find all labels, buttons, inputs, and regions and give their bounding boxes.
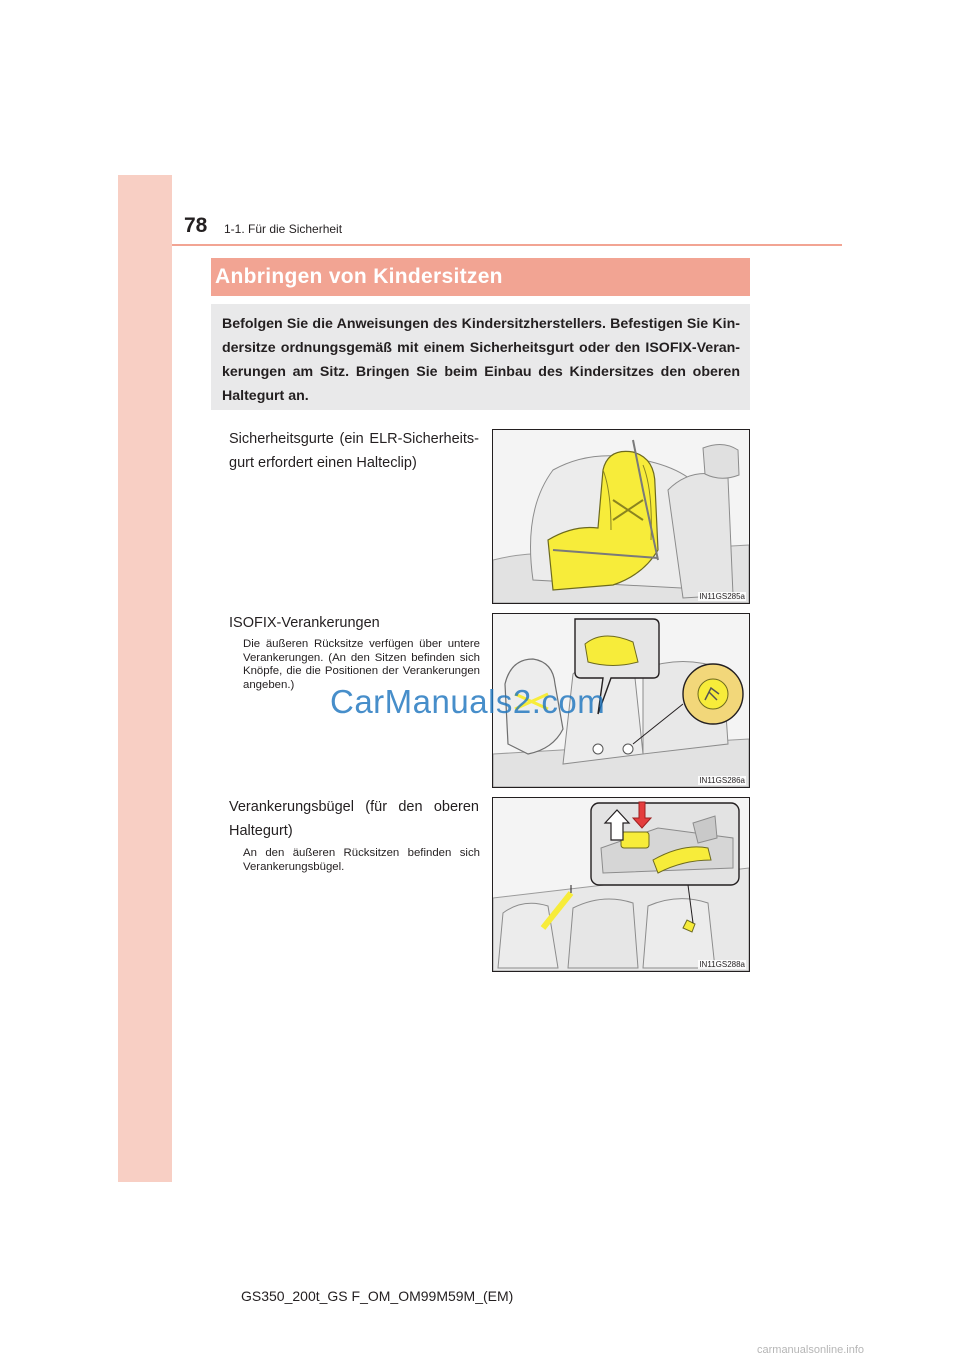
anchor-bracket-illustration bbox=[493, 798, 749, 971]
item-title-anchor-brackets: Verankerungsbügel (für den oberen Haltegurt) bbox=[229, 799, 479, 839]
page-number: 78 bbox=[184, 214, 208, 237]
seatbelt-illustration bbox=[493, 430, 749, 603]
footer-site-watermark: carmanualsonline.info bbox=[757, 1344, 865, 1356]
figure-code: IN11GS286a bbox=[699, 776, 745, 785]
item-title-isofix: ISOFIX-Verankerungen bbox=[229, 615, 380, 631]
figure-code: IN11GS288a bbox=[699, 960, 745, 969]
header-rule bbox=[172, 244, 842, 246]
section-title: Anbringen von Kindersitzen bbox=[215, 265, 503, 288]
figure-seatbelt-child-seat bbox=[492, 429, 750, 604]
figure-code: IN11GS285a bbox=[699, 592, 745, 601]
watermark-logo: CarManuals2.com bbox=[330, 683, 606, 720]
item-description-isofix: Die äußeren Rücksitze verfügen über untere Verankerungen. (An den Sitzen befinden sich Knöpfe, die die Positionen der Verankerungen angeben.) bbox=[243, 638, 480, 691]
intro-box bbox=[211, 304, 750, 410]
intro-text: Befolgen Sie die Anweisungen des Kindersitzherstellers. Befestigen Sie Kin-dersitze ordnungsgemäß mit einem Sicherheitsgurt oder den ISOFIX-Veran-kerungen am Sitz. Bringen Sie beim Einbau des Kindersitzes den oberen Haltegurt an. bbox=[222, 316, 740, 404]
item-title-seatbelts: Sicherheitsgurte (ein ELR-Sicherheits-gurt erfordert einen Halteclip) bbox=[229, 431, 479, 471]
footer-document-code: GS350_200t_GS F_OM_OM99M59M_(EM) bbox=[241, 1288, 514, 1304]
chapter-title: 1-1. Für die Sicherheit bbox=[224, 222, 343, 236]
side-color-band bbox=[118, 175, 172, 1182]
item-description-anchor-brackets: An den äußeren Rücksitzen befinden sich Verankerungsbügel. bbox=[243, 847, 480, 873]
figure-anchor-brackets bbox=[492, 797, 750, 972]
